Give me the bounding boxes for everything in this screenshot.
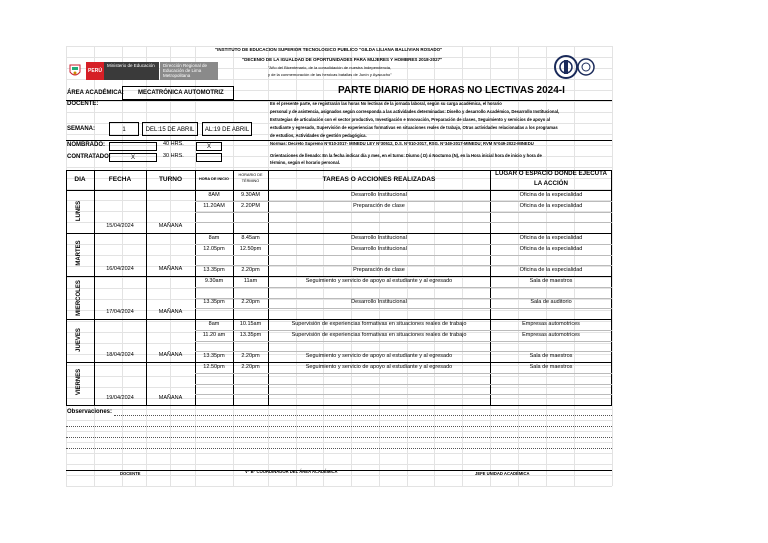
grid-hline [66,442,612,443]
hora-inicio-cell: 11.20 am [202,332,226,338]
tarea-cell: Seguimiento y servicio de apoyo al estudiante y al egresado [305,364,453,370]
orientaciones-line: término, según el horario personal. [270,160,341,165]
hora-termino-cell: 10.15am [239,321,262,327]
tarea-cell: Supervisión de experiencias formativas en situaciones reales de trabajo [291,321,467,327]
turno-cell: MAÑANA [158,266,183,272]
tarea-cell: Preparación de clase [353,203,405,209]
tarea-cell: Desarrollo Institucional [351,299,407,305]
table-row-line [195,222,612,223]
peru-shield-icon [68,64,82,79]
description-line: personal y de asistencia, asignados según corresponda a las actividades determinadas: Diseño y desarrollo Académico, Desarrollo Institucional, [270,109,560,114]
col-lugar: LUGAR O ESPACIO DONDE EJECUTA [495,170,607,177]
year-line-2: y de la conmemoración de las heroicas batallas de Junín y Ayacucho" [268,72,392,77]
table-row-line [195,394,612,395]
hora-inicio-cell: 13.35pm [203,299,225,305]
area-value-box[interactable] [122,86,234,100]
nombrado-box[interactable] [109,142,157,151]
col-hora-inicio: HORA DE INICIO [198,177,230,181]
tarea-cell: Preparación de clase [353,267,405,273]
grid-vline [612,46,613,486]
normas-text: Normas: Decreto Supremo N°010-2017- MINEDU LEY N°30512, D.S. N°010-2017, RSG. N°349-2017-MINEDU; RVM N°049-2022-MINEDU [270,141,534,146]
table-row-line [195,384,612,385]
contratado-mark: X [130,155,135,161]
direction-logo: Dirección Regional de Educación de Lima Metropolitana [160,62,218,80]
col-fecha: FECHA [108,176,132,183]
table-row-line [195,308,612,309]
grid-hline [66,420,612,421]
grid-hline [66,167,612,168]
hora-inicio-cell: 13.35pm [203,353,225,359]
hora-inicio-cell: 11.20AM [203,203,225,209]
observaciones-label: Observaciones: [67,409,113,415]
lugar-cell: Sala de maestros [529,364,573,370]
col-dia: DIA [74,176,86,183]
tarea-cell: Desarrollo Institucional [351,192,407,198]
institute-name: "INSTITUTO DE EDUCACION SUPERIOR TECNOLOGICO PUBLICO "GILDA LILIANA BALLIVIAN ROSADO" [215,47,443,52]
institute-seal-icon [553,54,595,80]
col-tareas: TAREAS O ACCIONES REALIZADAS [322,176,436,183]
hora-termino-cell: 2.20pm [241,353,260,359]
peru-logo: PERÚ [86,62,104,80]
contratado-label: CONTRATADO: [67,154,111,160]
day-label-lunes: LUNES [76,200,82,222]
firma-docente: DOCENTE [120,471,141,476]
day-label-jueves: JUEVES [76,328,82,352]
nombrado-label: NOMBRADO: [67,142,105,148]
tarea-cell: Supervisión de experiencias formativas en situaciones reales de trabajo [291,332,467,338]
grid-hline [66,475,612,476]
lugar-cell: Oficina de la especialidad [519,235,583,241]
col-turno: TURNO [158,176,183,183]
fecha-cell: 15/04/2024 [106,223,134,229]
ministry-logo: Ministerio de Educación [104,62,159,80]
hora-inicio-cell: 8AM [208,192,220,198]
hora-inicio-cell: 12.50pm [203,364,225,370]
table-row-line [195,244,612,245]
fecha-cell: 17/04/2024 [106,309,134,315]
day-label-martes: MARTES [76,240,82,266]
semana-label: SEMANA: [67,126,95,132]
lugar-cell: Oficina de la especialidad [519,246,583,252]
table-row-line [195,330,612,331]
firma-jefe: JEFE UNIDAD ACADÉMICA [475,471,530,476]
table-row-line [195,255,612,256]
grid-hline [66,431,612,432]
grid-hline [66,409,612,410]
lugar-cell: Sala de auditorio [530,299,572,305]
hrs40-mark: X [206,144,211,150]
description-line: de estudios, Actividades de gestión pedagógica. [270,133,367,138]
table-row-line [195,373,612,374]
docente-label: DOCENTE: [67,101,99,107]
table-row-line [195,341,612,342]
form-title: PARTE DIARIO DE HORAS NO LECTIVAS 2024-I [338,85,565,96]
description-line: Estrategias de articulación con el sector productivo, Investigación e Innovación, Preparación de clases, Seguimiento y servicios de apoyo al [270,117,550,122]
hrs30-box[interactable] [196,153,222,162]
fecha-cell: 18/04/2024 [106,352,134,358]
table-row-line [195,201,612,202]
hora-termino-cell: 2.20PM [241,203,260,209]
col-lugar-line2: LA ACCIÓN [534,180,568,187]
hora-inicio-cell: 8am [208,321,220,327]
grid-hline [66,464,612,465]
orientaciones-line: Orientaciones de llenado: En la fecha indicar día y mes, en el turno: Diurno ( D) ó Nocturno (N), en la Hora inicial hora de inicio y hora de [270,153,542,158]
semana-value: 1 [122,127,126,133]
turno-cell: MAÑANA [158,223,183,229]
hrs30-label: 30 HRS. [163,153,184,159]
del-box[interactable] [142,122,198,136]
area-label: ÁREA ACADÉMICA: [67,90,124,96]
hora-termino-cell: 12.50pm [239,246,262,252]
lugar-cell: Empresas automotrices [522,332,580,338]
hora-termino-cell: 2.20pm [241,299,260,305]
lugar-cell: Sala de maestros [529,278,573,284]
tarea-cell: Desarrollo Institucional [351,235,407,241]
table-row-line [195,287,612,288]
fecha-cell: 16/04/2024 [106,266,134,272]
area-value: MECATRÓNICA AUTOMOTRIZ [138,90,224,96]
description-line: En el presente parte, se registrarán las horas No lectivas de la jornada laboral, según su carga académica, el horario [270,101,502,106]
al-box[interactable] [202,122,252,136]
hora-termino-cell: 2.20pm [241,364,260,370]
hora-inicio-cell: 9.30am [204,278,224,284]
del-value: DEL:15 DE ABRIL [145,127,195,133]
tarea-cell: Seguimiento y servicio de apoyo al estudiante y al egresado [305,278,453,284]
lugar-cell: Empresas automotrices [522,321,580,327]
day-label-miercoles: MIERCOLES [76,280,82,316]
hora-termino-cell: 8.45am [241,235,260,241]
col-horario-termino: HORARIO DE TÉRMINO [238,173,263,184]
table-row-line [195,265,612,266]
hora-inicio-cell: 13.35pm [203,267,225,273]
hora-termino-cell: 2.20pm [241,267,260,273]
table-row-line [195,351,612,352]
grid-hline [66,453,612,454]
decade-line: "DECENIO DE LA IGUALDAD DE OPORTUNIDADES PARA MUJERES Y HOMBRES 2018-2027" [242,57,443,62]
hora-termino-cell: 13.35pm [239,332,262,338]
hrs40-label: 40 HRS. [163,141,184,147]
grid-hline [66,486,612,487]
tarea-cell: Seguimiento y servicio de apoyo al estudiante y al egresado [305,353,453,359]
hora-inicio-cell: 8am [208,235,220,241]
hora-termino-cell: 11am [243,278,258,284]
turno-cell: MAÑANA [158,395,183,401]
description-line: estudiante y egresado, Supervisión de experiencias formativas en situaciones reales de trabajo, Otras actividades relacionadas a los programas [270,125,558,130]
hora-termino-cell: 9.30AM [241,192,260,198]
lugar-cell: Oficina de la especialidad [519,203,583,209]
table-row-line [195,212,612,213]
lugar-cell: Oficina de la especialidad [519,267,583,273]
tarea-cell: Desarrollo Institucional [351,246,407,252]
fecha-cell: 19/04/2024 [106,395,134,401]
hora-inicio-cell: 12.05pm [203,246,225,252]
contratado-box[interactable] [109,153,157,162]
hrs40-box[interactable] [196,142,222,151]
day-label-viernes: VIERNES [76,368,82,396]
firma-coordinador: V° B° COORDINADOR DEL ÁREA ACADÉMICA [245,469,338,474]
semana-box[interactable] [109,122,139,136]
lugar-cell: Oficina de la especialidad [519,192,583,198]
lugar-cell: Sala de maestros [529,353,573,359]
turno-cell: MAÑANA [158,309,183,315]
al-value: AL:19 DE ABRIL [204,127,250,133]
year-line-1: "Año del Bicentenario, de la consolidación de nuestra Independencia, [268,65,392,70]
turno-cell: MAÑANA [158,352,183,358]
